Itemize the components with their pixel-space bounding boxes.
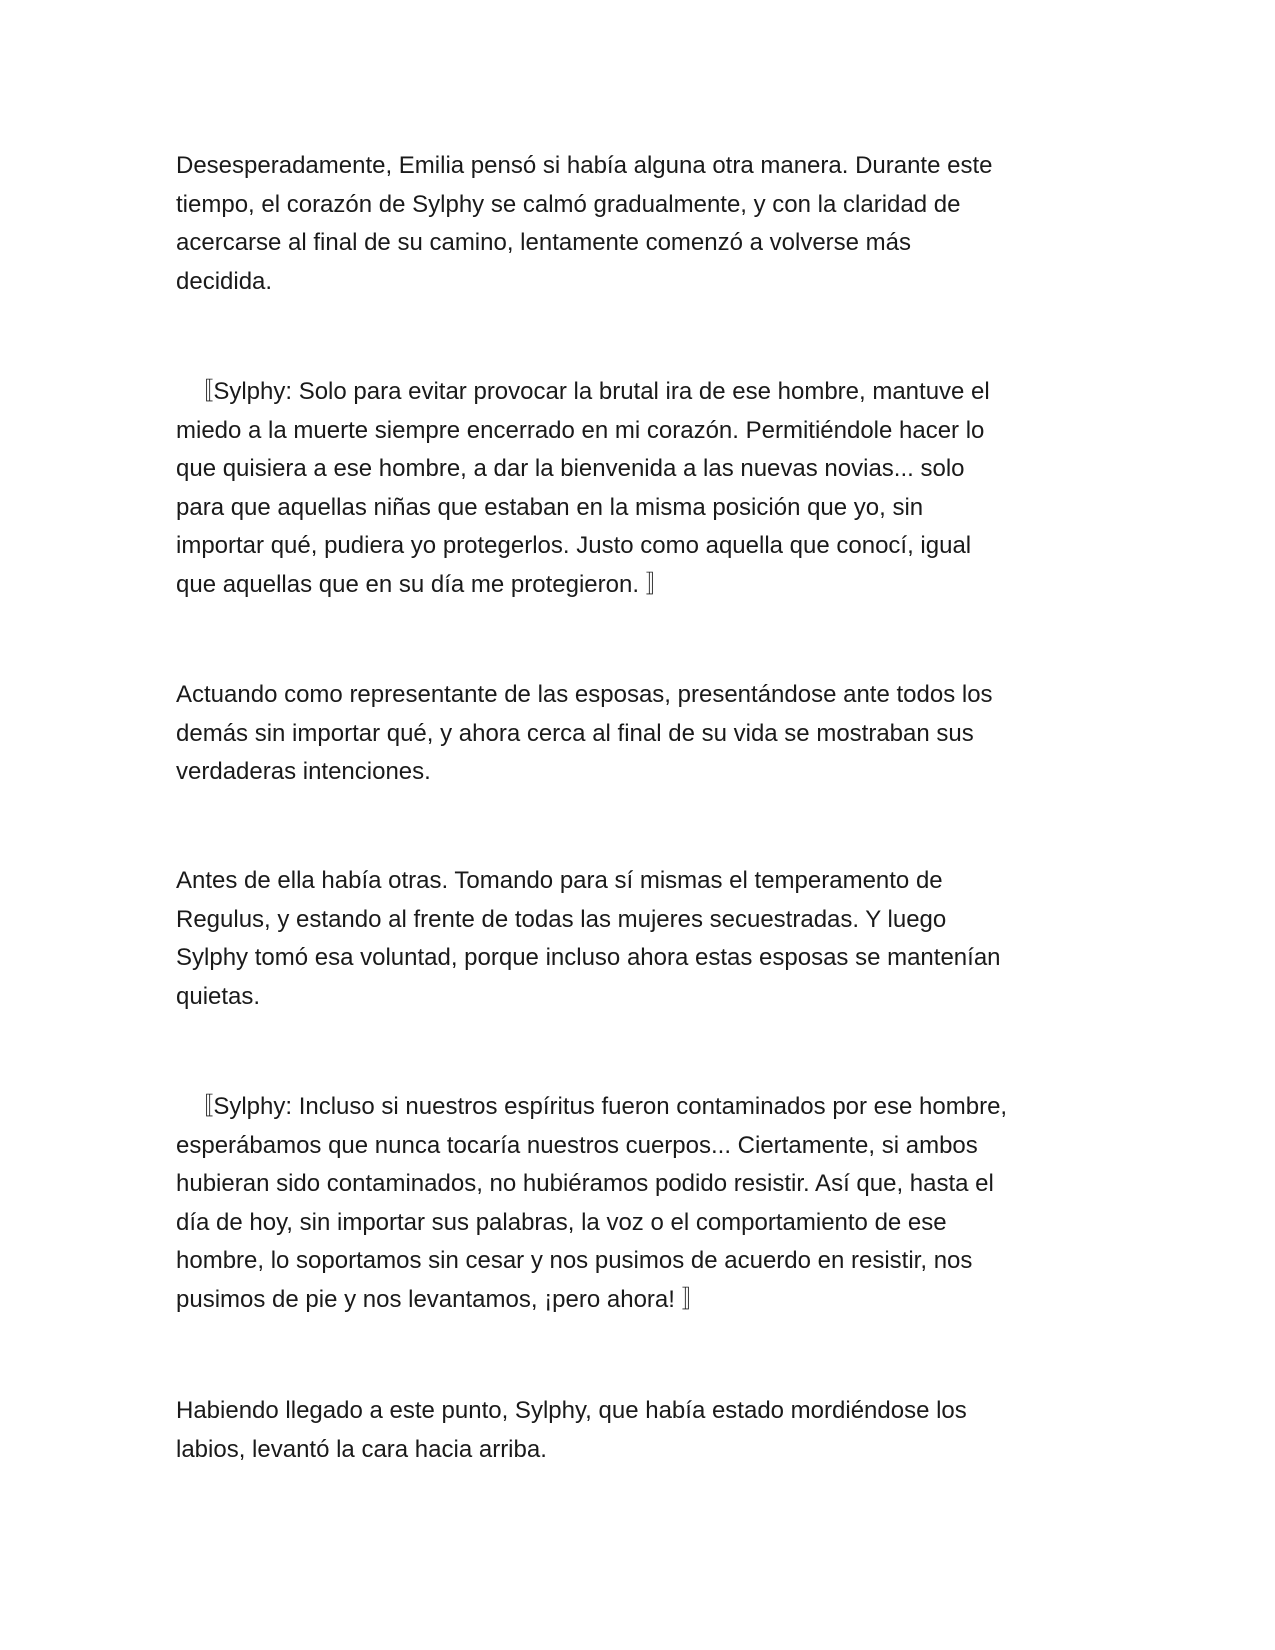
text-line: acercarse al final de su camino, lentamente comenzó a volverse más [176, 229, 912, 256]
text-line: que aquellas que en su día me protegieron. 〛 [176, 570, 670, 598]
text-line: importar qué, pudiera yo protegerlos. Justo como aquella que conocí, igual [176, 532, 972, 559]
text-line: Habiendo llegado a este punto, Sylphy, que había estado mordiéndose los [176, 1397, 967, 1424]
text-line: decidida. [176, 267, 273, 295]
text-line: hubieran sido contaminados, no hubiéramos podido resistir. Así que, hasta el [176, 1170, 994, 1197]
text-line: esperábamos que nunca tocaría nuestros cuerpos... Ciertamente, si ambos [176, 1131, 978, 1159]
text-line: que quisiera a ese hombre, a dar la bienvenida a las nuevas novias... solo [176, 455, 965, 482]
text-line: labios, levantó la cara hacia arriba. [176, 1435, 547, 1463]
paragraph-narration-2 [176, 676, 1096, 792]
paragraph-dialogue-2 [176, 1088, 1096, 1319]
text-line: demás sin importar qué, y ahora cerca al final de su vida se mostraban sus [176, 719, 974, 747]
text-line: Desesperadamente, Emilia pensó si había alguna otra manera. Durante este [176, 152, 993, 179]
text-line: quietas. [176, 982, 261, 1010]
paragraph-dialogue-1 [176, 373, 1096, 604]
text-line: Antes de ella había otras. Tomando para sí mismas el temperamento de [176, 867, 943, 894]
text-line: hombre, lo soportamos sin cesar y nos pusimos de acuerdo en resistir, nos [176, 1247, 973, 1274]
text-line: Actuando como representante de las esposas, presentándose ante todos los [176, 681, 993, 708]
paragraph-narration-1 [176, 147, 1096, 301]
text-line: miedo a la muerte siempre encerrado en mi corazón. Permitiéndole hacer lo [176, 416, 985, 444]
text-line: Regulus, y estando al frente de todas las mujeres secuestradas. Y luego [176, 905, 947, 933]
text-line: 〚Sylphy: Incluso si nuestros espíritus fueron contaminados por ese hombre, [176, 1093, 1008, 1120]
text-line: tiempo, el corazón de Sylphy se calmó gradualmente, y con la claridad de [176, 190, 961, 218]
text-line: pusimos de pie y nos levantamos, ¡pero ahora! 〛 [176, 1285, 706, 1313]
text-line: verdaderas intenciones. [176, 758, 431, 785]
text-line: Sylphy tomó esa voluntad, porque incluso ahora estas esposas se mantenían [176, 944, 1001, 971]
paragraph-narration-3 [176, 862, 1096, 1016]
text-line: para que aquellas niñas que estaban en la misma posición que yo, sin [176, 493, 924, 521]
paragraph-narration-4 [176, 1392, 1096, 1469]
text-line: día de hoy, sin importar sus palabras, la voz o el comportamiento de ese [176, 1208, 947, 1236]
text-line: 〚Sylphy: Solo para evitar provocar la brutal ira de ese hombre, mantuve el [176, 378, 990, 405]
